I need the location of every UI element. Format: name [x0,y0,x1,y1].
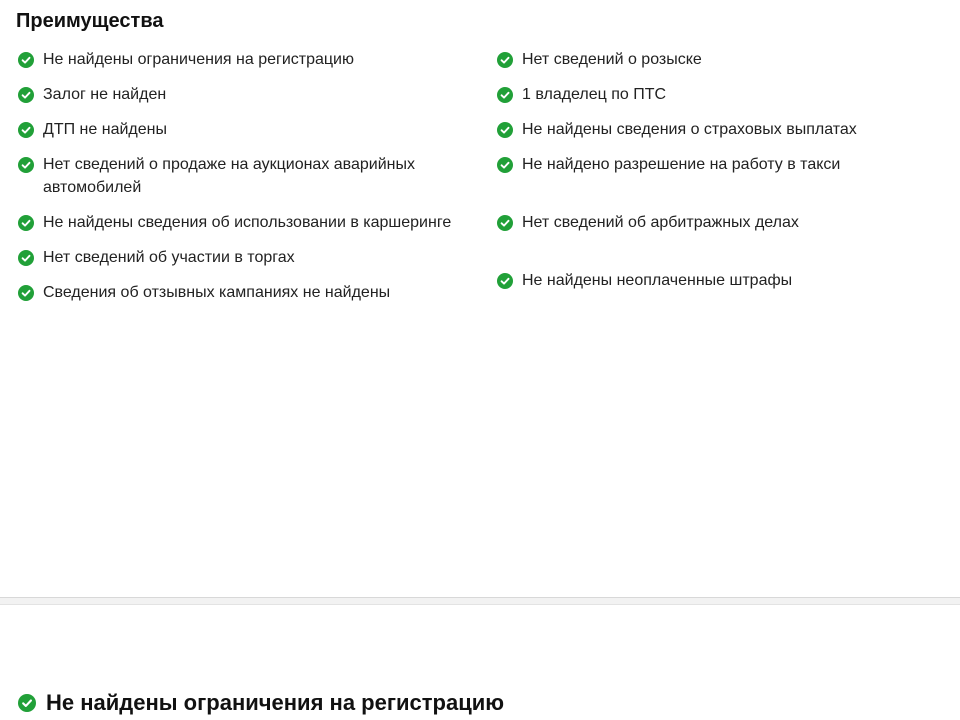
benefit-label: Сведения об отзывных кампаниях не найдены [43,284,391,301]
benefit-label: Нет сведений об арбитражных делах [522,214,799,231]
benefit-label: Не найдено разрешение на работу в такси [522,156,841,173]
benefit-item-salvage-auctions [18,153,478,199]
benefit-item-owners [497,83,917,106]
detail-heading [18,688,504,718]
benefit-label: Залог не найден [43,86,167,103]
benefit-label: Не найдены ограничения на регистрацию [43,51,354,68]
benefit-label: Не найдены неоплаченные штрафы [522,272,793,289]
benefit-label: ДТП не найдены [43,121,167,138]
check-circle-icon [18,122,34,138]
check-circle-icon [18,157,34,173]
benefit-item-arbitration [497,211,917,234]
check-circle-icon [18,215,34,231]
benefits-column-right [497,48,917,304]
benefit-item-recalls [18,281,478,304]
benefit-label: 1 владелец по ПТС [522,86,667,103]
check-circle-icon [497,273,513,289]
benefit-item-registration-restrictions [18,48,478,71]
benefit-label: Не найдены сведения об использовании в каршеринге [43,214,452,231]
benefit-label: Нет сведений о розыске [522,51,702,68]
benefit-label: Нет сведений об участии в торгах [43,249,295,266]
section-divider [0,597,960,605]
check-circle-icon [497,215,513,231]
check-circle-icon [18,250,34,266]
benefit-item-unpaid-fines [497,269,917,292]
benefit-item-accidents [18,118,478,141]
check-circle-icon [18,87,34,103]
section-title: Преимущества [16,10,164,32]
benefit-label: Нет сведений о продаже на аукционах аварийных автомобилей [43,156,415,196]
benefit-item-taxi-permit [497,153,917,176]
benefit-label: Не найдены сведения о страховых выплатах [522,121,857,138]
benefit-item-insurance-payouts [497,118,917,141]
check-circle-icon [497,157,513,173]
check-circle-icon [18,694,36,712]
detail-heading-text: Не найдены ограничения на регистрацию [46,690,505,715]
benefit-item-pledge [18,83,478,106]
check-circle-icon [18,285,34,301]
check-circle-icon [497,87,513,103]
check-circle-icon [497,52,513,68]
check-circle-icon [18,52,34,68]
benefits-column-left [18,48,478,316]
benefit-item-tenders [18,246,478,269]
benefit-item-wanted [497,48,917,71]
check-circle-icon [497,122,513,138]
benefit-item-carsharing [18,211,478,234]
